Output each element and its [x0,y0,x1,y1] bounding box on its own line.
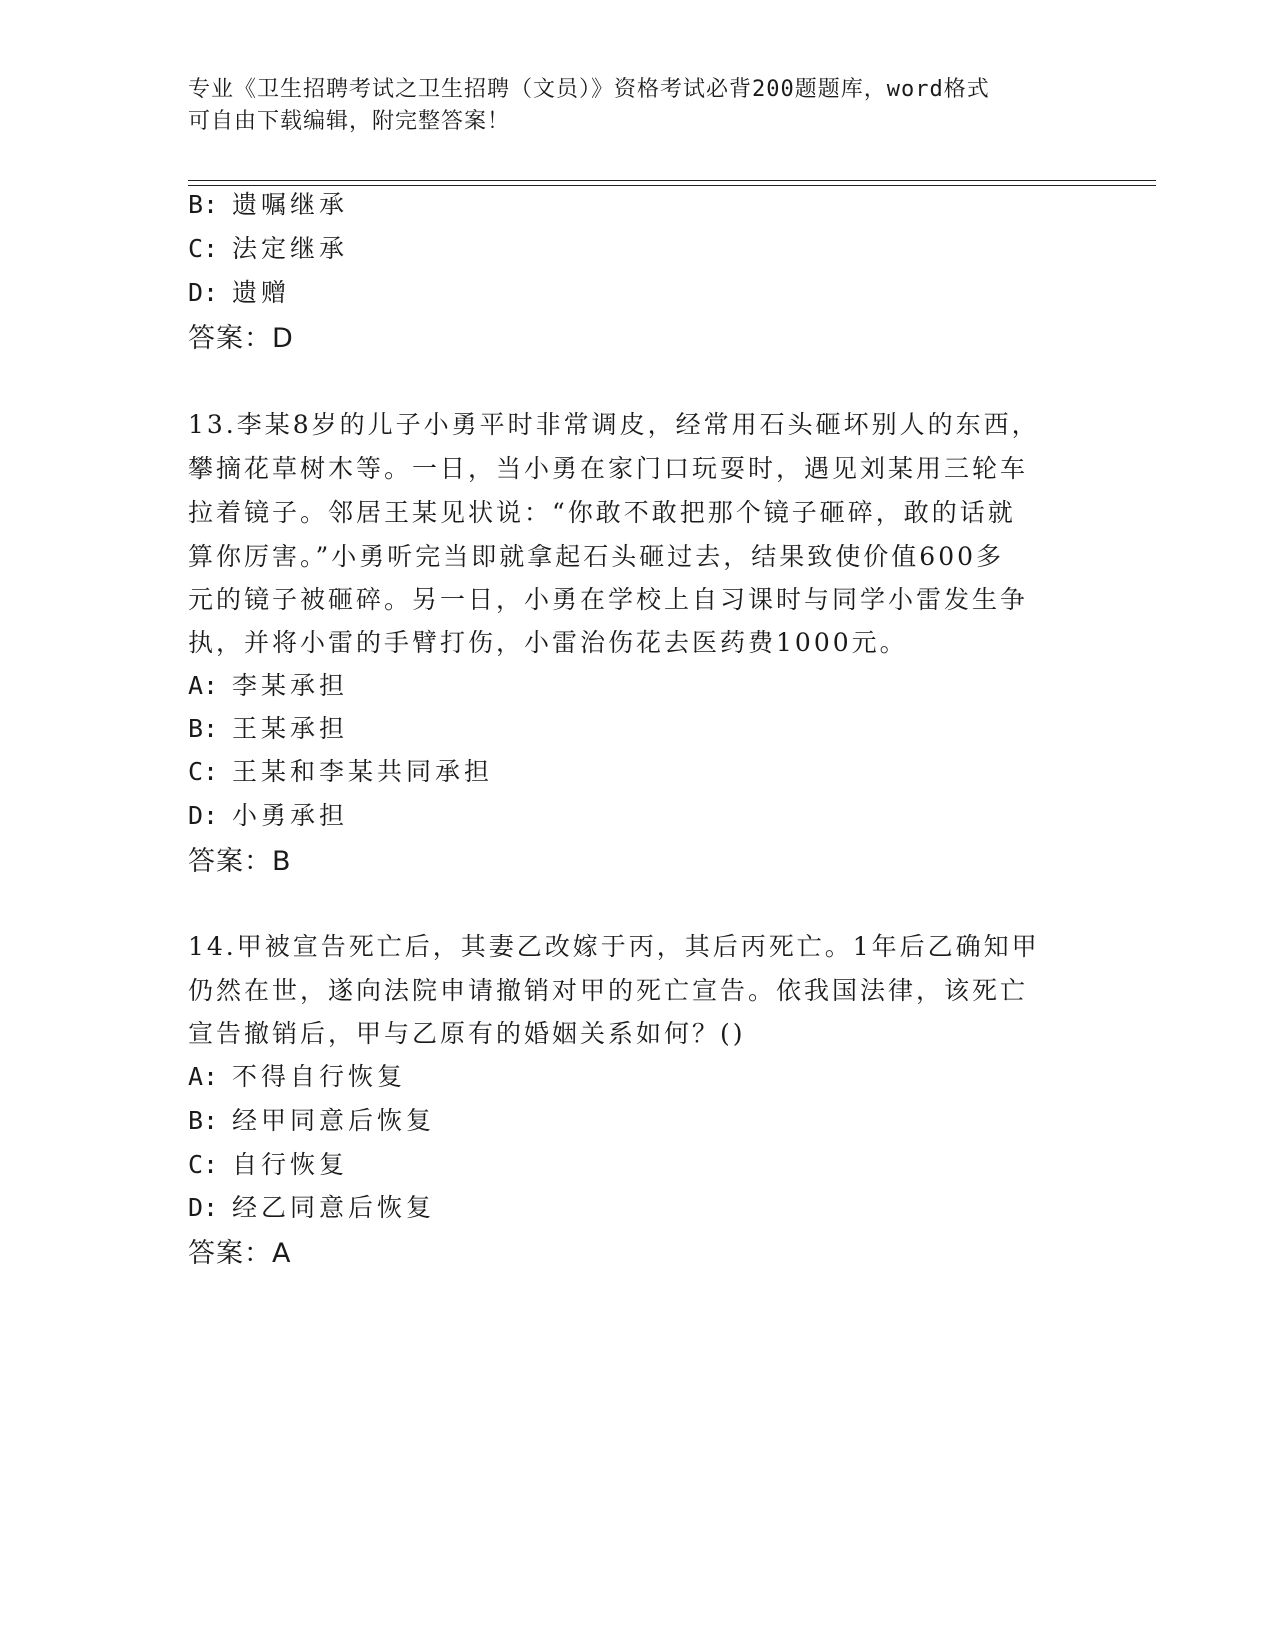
option-text: 李某承担 [232,671,349,700]
option-text: 自行恢复 [232,1150,349,1179]
q14-answer: 答案：A [188,1238,292,1269]
option-text: 小勇承担 [232,801,349,830]
option-text: 遗赠 [232,278,291,307]
q13-option-c [188,752,493,788]
q14-stem-line-3: 宣告撤销后，甲与乙原有的婚姻关系如何？() [188,1019,746,1048]
q14-option-a [188,1057,406,1093]
q14-option-d [188,1188,435,1224]
q13-stem-line-2: 攀摘花草树木等。一日，当小勇在家门口玩耍时，遇见刘某用三轮车 [188,454,1029,483]
prev-option-b [188,185,348,221]
option-letter: C: [188,757,219,786]
option-text: 王某承担 [232,714,349,743]
q13-stem-line-6: 执，并将小雷的手臂打伤，小雷治伤花去医药费1000元。 [188,628,908,657]
q14-stem-line-1: 14.甲被宣告死亡后，其妻乙改嫁于丙，其后丙死亡。1年后乙确知甲 [188,932,1040,961]
prev-option-c [188,229,348,265]
q13-option-a [188,666,348,702]
option-letter: D: [188,801,219,830]
option-text: 经甲同意后恢复 [232,1106,436,1135]
option-letter: D: [188,278,219,307]
prev-answer: 答案：D [188,323,294,354]
option-letter: D: [188,1193,219,1222]
q13-stem-line-3: 拉着镜子。邻居王某见状说：“你敢不敢把那个镜子砸碎，敢的话就 [188,498,1016,527]
q13-stem-line-1: 13.李某8岁的儿子小勇平时非常调皮，经常用石头砸坏别人的东西， [188,410,1040,439]
q13-option-d [188,796,348,832]
option-letter: A: [188,1062,219,1091]
option-letter: B: [188,1106,219,1135]
q13-answer: 答案：B [188,846,292,877]
option-text: 王某和李某共同承担 [232,757,494,786]
document-header [188,74,1068,138]
q14-option-b [188,1101,435,1137]
option-letter: B: [188,190,219,219]
option-text: 法定继承 [232,234,349,263]
header-line-1: 专业《卫生招聘考试之卫生招聘（文员）》资格考试必背200题题库，word格式 [188,77,990,102]
header-line-2: 可自由下载编辑，附完整答案！ [188,109,511,134]
option-letter: A: [188,671,219,700]
option-text: 不得自行恢复 [232,1062,407,1091]
option-letter: C: [188,234,219,263]
q13-stem-line-4: 算你厉害。”小勇听完当即就拿起石头砸过去，结果致使价值600多 [188,542,1005,571]
option-text: 遗嘱继承 [232,190,349,219]
option-text: 经乙同意后恢复 [232,1193,436,1222]
option-letter: B: [188,714,219,743]
q14-option-c [188,1145,348,1181]
header-divider-top [188,180,1156,181]
prev-option-d [188,273,290,309]
option-letter: C: [188,1150,219,1179]
q13-option-b [188,709,348,745]
q14-stem-line-2: 仍然在世，遂向法院申请撤销对甲的死亡宣告。依我国法律，该死亡 [188,976,1029,1005]
q13-stem-line-5: 元的镜子被砸碎。另一日，小勇在学校上自习课时与同学小雷发生争 [188,585,1029,614]
